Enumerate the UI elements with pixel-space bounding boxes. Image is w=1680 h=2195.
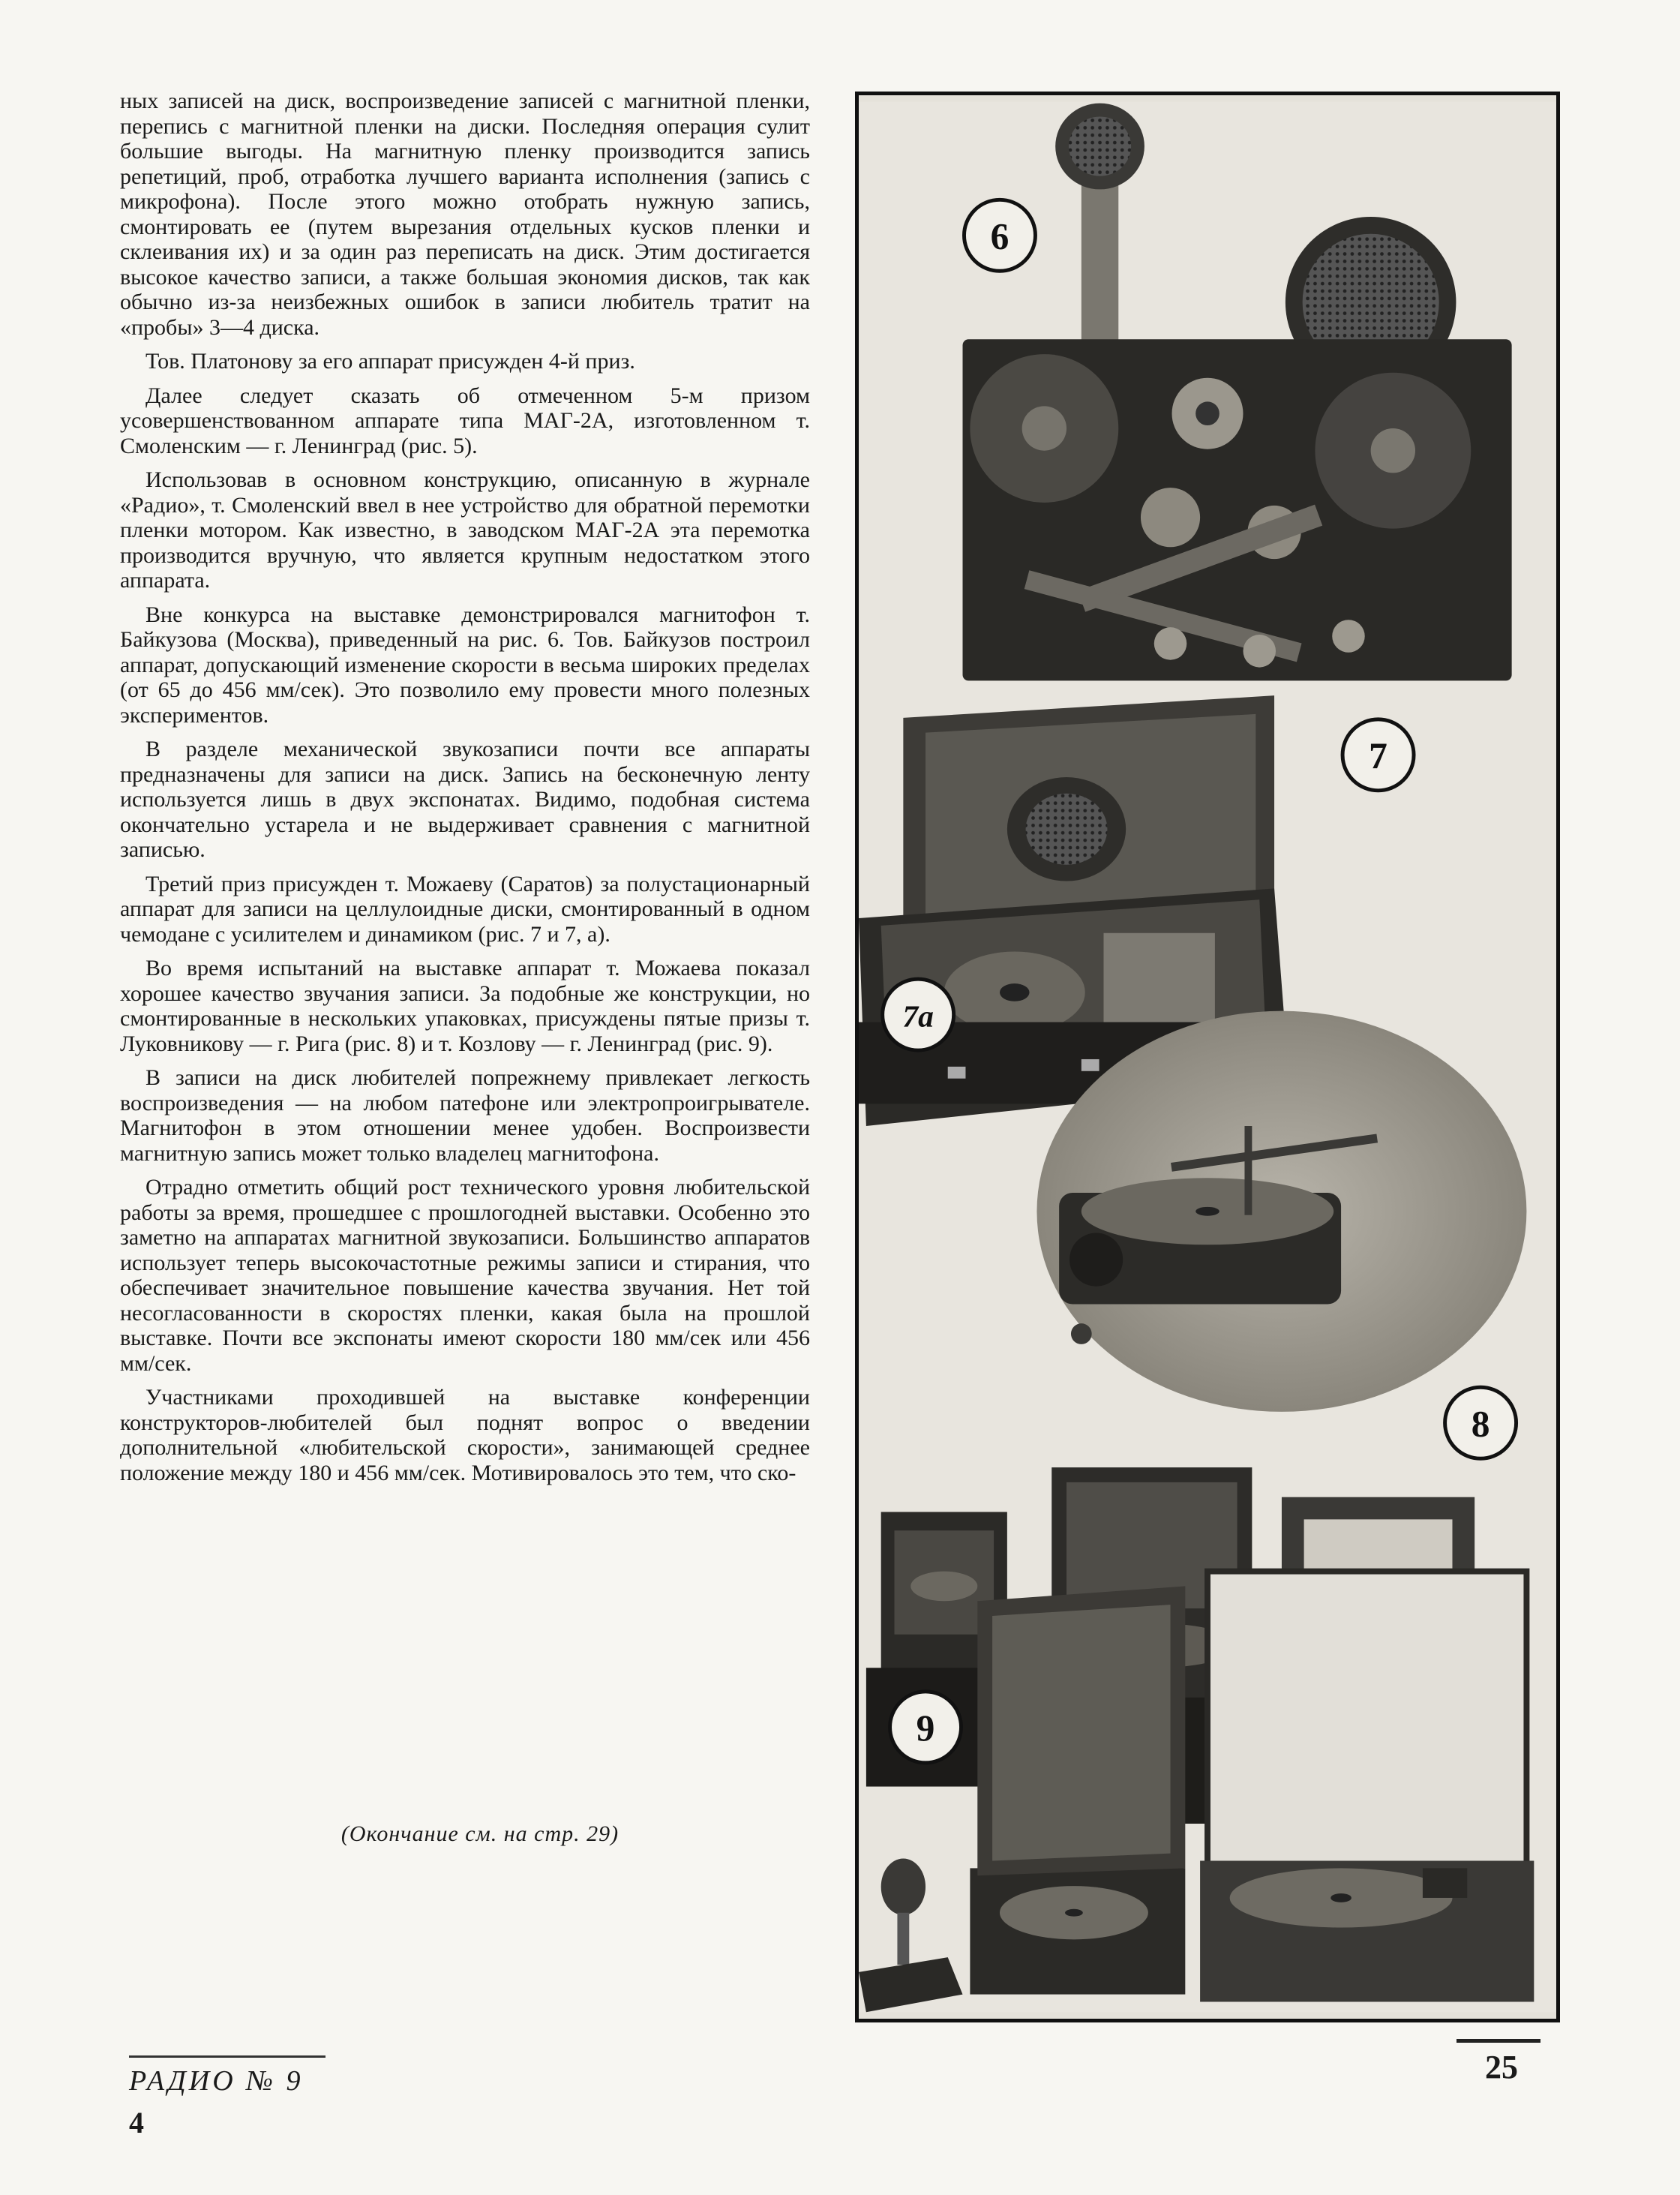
page-number-rule xyxy=(1456,2039,1540,2043)
fig9-label xyxy=(890,1692,962,1763)
fig7a-label xyxy=(883,979,954,1050)
paragraph: Третий приз присужден т. Можаеву (Саратов) за полустационарный аппарат для записи на целлулоидные диски, смонтированный в одном чемодане с усилителем и динамиком (рис. 7 и 7, а). xyxy=(120,871,810,947)
fig8-label xyxy=(1445,1387,1516,1458)
photo-collage-svg xyxy=(859,95,1556,2019)
svg-text:8: 8 xyxy=(1471,1403,1490,1445)
paragraph: Участниками проходившей на выставке конференции конструкторов-любителей был поднят вопрос о введении дополнительной «любительской скорости», занимающей среднее положение между 180 и 456 мм/сек. Мотивировалось это тем, что ско- xyxy=(120,1385,810,1485)
paragraph: В записи на диск любителей попрежнему привлекает легкость воспроизведения — на любом патефоне или электропроигрывателе. Магнитофон в этом отношении менее удобен. Воспроизвести магнитную запись может только владелец магнитофона. xyxy=(120,1065,810,1166)
page-number: 25 xyxy=(1485,2049,1518,2085)
sheet-number: 4 xyxy=(129,2106,144,2139)
paragraph: Использовав в основном конструкцию, описанную в журнале «Радио», т. Смоленский ввел в нее устройство для обратной перемотки пленки мотором. Как известно, в заводском МАГ-2А эта перемотка производится вручную, что является крупным недостатком этого аппарата. xyxy=(120,467,810,593)
magazine-issue: РАДИО № 9 xyxy=(129,2065,304,2097)
svg-text:7: 7 xyxy=(1369,735,1388,777)
fig7-label xyxy=(1342,719,1414,791)
fig6-label xyxy=(964,200,1035,271)
continued-note: (Окончание см. на стр. 29) xyxy=(340,1821,620,1846)
footer-rule xyxy=(129,2055,326,2058)
paragraph: В разделе механической звукозаписи почти все аппараты предназначены для записи на диск. Запись на бесконечную ленту используется лишь в двух экспонатах. Видимо, подобная система окончательно устарела и не выдерживает сравнения с магнитной записью. xyxy=(120,737,810,862)
svg-text:9: 9 xyxy=(916,1707,935,1749)
svg-text:7a: 7a xyxy=(902,998,934,1034)
svg-text:6: 6 xyxy=(990,215,1010,257)
paragraph: Во время испытаний на выставке аппарат т. Можаева показал хорошее качество звучания записи. За подобные же конструкции, но смонтированные в нескольких упаковках, присуждены пятые призы т. Луковникову — г. Рига (рис. 8) и т. Козлову — г. Ленинград (рис. 9). xyxy=(120,956,810,1056)
paragraph: Отрадно отметить общий рост технического уровня любительской работы за время, прошедшее с прошлогодней выставки. Особенно это заметно на аппаратах магнитной звукозаписи. Большинство аппаратов использует теперь высокочастотные режимы записи и стирания, что обеспечивает значительное повышение качества звучания. Нет той несогласованности в скоростях пленки, какая была на прошлой выставке. Почти все экспонаты имеют скорости 180 мм/сек или 456 мм/сек. xyxy=(120,1175,810,1376)
paragraph: Тов. Платонову за его аппарат присужден 4-й приз. xyxy=(146,349,635,374)
paragraph: Далее следует сказать об отмеченном 5-м призом усовершенствованном аппарате типа МАГ-2А, изготовленном т. Смоленским — г. Ленинград (рис. 5). xyxy=(120,383,810,458)
paragraph: Вне конкурса на выставке демонстрировался магнитофон т. Байкузова (Москва), приведенный на рис. 6. Тов. Байкузов построил аппарат, допускающий изменение скорости в весьма широких пределах (от 65 до 456 мм/сек). Это позволило ему провести много полезных экспериментов. xyxy=(120,602,810,728)
photo-collage xyxy=(855,92,1560,2022)
photo-fig7a xyxy=(1036,1011,1526,1412)
paragraph: ных записей на диск, воспроизведение записей с магнитной пленки, перепись с магнитной пленки на диски. Последняя операция сулит большие выгоды. На магнитную пленку производится запись репетиций, проб, отработка лучшего варианта исполнения (запись с микрофона). После этого можно отобрать нужную запись, смонтировать ее (путем вырезания отдельных кусков пленки и склеивания их) и за один раз переписать на диск. Этим достигается высокое качество записи, а также большая экономия дисков, так как обычно из-за неизбежных ошибок в записи любитель тратит на «пробы» 3—4 диска. xyxy=(120,89,810,340)
article-text xyxy=(120,89,810,1494)
